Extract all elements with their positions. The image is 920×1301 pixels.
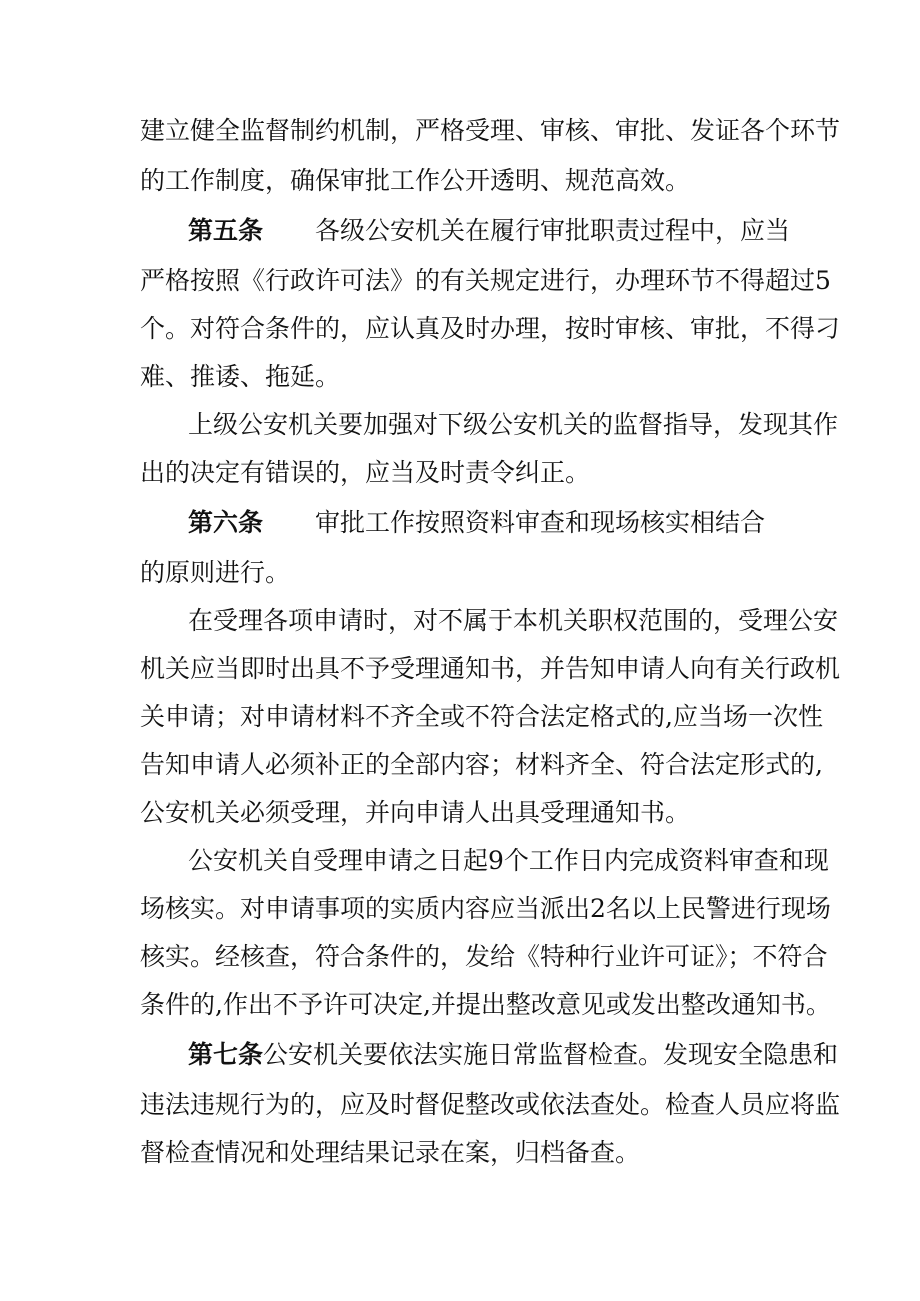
paragraph-line: 各级公安机关在履行审批职责过程中，应当 bbox=[315, 216, 791, 245]
paragraph-line: 难、推诿、拖延。 bbox=[140, 362, 341, 391]
article-7-heading-line bbox=[188, 1032, 839, 1078]
paragraph-line: 个。对符合条件的，应认真及时办理，按时审核、审批，不得刁 bbox=[140, 314, 841, 343]
article-6-heading-line bbox=[188, 500, 800, 546]
paragraph-line: 审批工作按照资料审查和现场核实相结合 bbox=[315, 508, 766, 537]
paragraph-line: 场核实。对申请事项的实质内容应当派出2名以上民警进行现场 bbox=[140, 894, 831, 923]
article-5-heading-line bbox=[188, 208, 800, 254]
paragraph-line: 公安机关必须受理，并向申请人出具受理通知书。 bbox=[140, 798, 691, 827]
paragraph-line: 建立健全监督制约机制，严格受理、审核、审批、发证各个环节 bbox=[140, 116, 841, 145]
paragraph-line: 严格按照《行政许可法》的有关规定进行，办理环节不得超过5 bbox=[140, 266, 831, 295]
paragraph-line: 告知申请人必须补正的全部内容；材料齐全、符合法定形式的, bbox=[140, 750, 823, 779]
paragraph-line: 核实。经核查，符合条件的，发给《特种行业许可证》；不符合 bbox=[140, 942, 828, 971]
article-7-number: 第七条 bbox=[188, 1040, 264, 1069]
article-5-number: 第五条 bbox=[188, 216, 264, 245]
paragraph-line: 违法违规行为的，应及时督促整改或依法查处。检查人员应将监 bbox=[140, 1090, 841, 1119]
paragraph-line: 的原则进行。 bbox=[140, 558, 291, 587]
paragraph-line: 的工作制度，确保审批工作公开透明、规范高效。 bbox=[140, 166, 691, 195]
paragraph-line: 关申请；对申请材料不齐全或不符合法定格式的,应当场一次性 bbox=[140, 702, 823, 731]
paragraph-line: 出的决定有错误的，应当及时责令纠正。 bbox=[140, 458, 591, 487]
paragraph-line: 公安机关要依法实施日常监督检查。发现安全隐患和 bbox=[263, 1040, 839, 1069]
paragraph-line: 条件的,作出不予许可决定,并提出整改意见或发出整改通知书。 bbox=[140, 990, 831, 1019]
paragraph-line: 在受理各项申请时，对不属于本机关职权范围的，受理公安 bbox=[188, 606, 839, 635]
paragraph-line: 机关应当即时出具不予受理通知书，并告知申请人向有关行政机 bbox=[140, 654, 841, 683]
article-6-number: 第六条 bbox=[188, 508, 264, 537]
paragraph-line: 上级公安机关要加强对下级公安机关的监督指导，发现其作 bbox=[188, 410, 839, 439]
paragraph-line: 公安机关自受理申请之日起9个工作日内完成资料审查和现 bbox=[188, 846, 829, 875]
paragraph-line: 督检查情况和处理结果记录在案，归档备查。 bbox=[140, 1138, 641, 1167]
